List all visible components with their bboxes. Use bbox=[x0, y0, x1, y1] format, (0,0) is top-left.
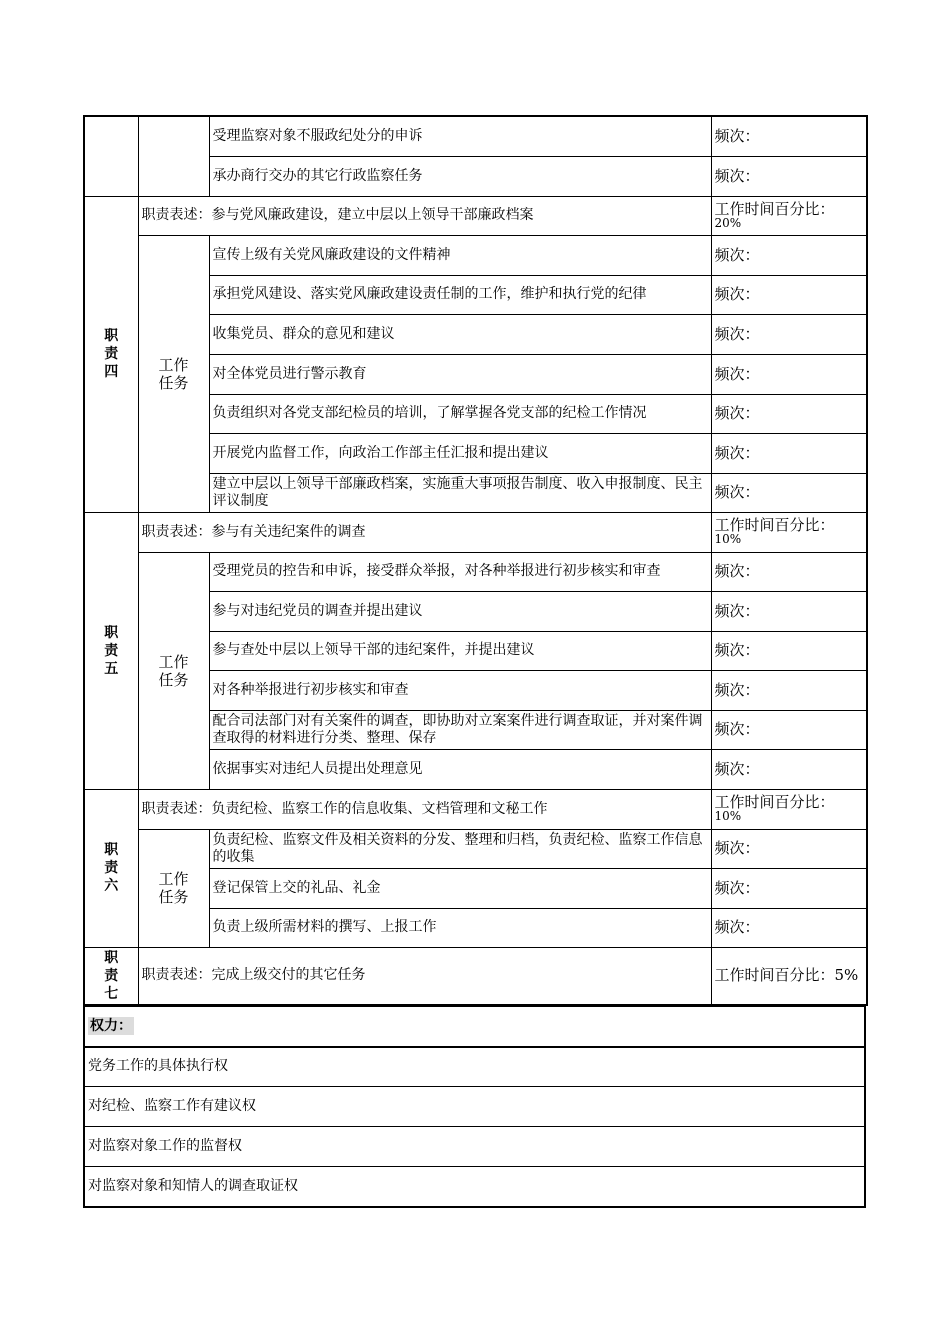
duty-statement: 职责表述：参与有关违纪案件的调查 bbox=[138, 512, 711, 552]
task-text: 对全体党员进行警示教育 bbox=[209, 354, 711, 394]
duty-statement: 职责表述：负责纪检、监察工作的信息收集、文档管理和文秘工作 bbox=[138, 789, 711, 829]
task-frequency: 频次： bbox=[711, 631, 867, 670]
task-frequency: 频次： bbox=[711, 591, 867, 631]
powers-heading: 权力： bbox=[84, 1007, 865, 1047]
task-frequency: 频次： bbox=[711, 473, 867, 512]
task-text: 建立中层以上领导干部廉政档案，实施重大事项报告制度、收入申报制度、民主评议制度 bbox=[209, 473, 711, 512]
powers-table bbox=[83, 1006, 866, 1208]
task-frequency: 频次： bbox=[711, 275, 867, 314]
task-frequency: 频次： bbox=[711, 670, 867, 710]
duty-label: 职 责 七 bbox=[84, 947, 138, 1005]
task-group-cell bbox=[138, 116, 209, 196]
task-frequency: 频次： bbox=[711, 433, 867, 473]
task-text: 依据事实对违纪人员提出处理意见 bbox=[209, 749, 711, 789]
power-row bbox=[84, 1087, 865, 1127]
duty-statement: 职责表述：参与党风廉政建设，建立中层以上领导干部廉政档案 bbox=[138, 196, 711, 235]
task-text: 参与查处中层以上领导干部的违纪案件，并提出建议 bbox=[209, 631, 711, 670]
task-text: 负责组织对各党支部纪检员的培训，了解掌握各党支部的纪检工作情况 bbox=[209, 394, 711, 433]
task-row bbox=[84, 829, 867, 868]
task-group-label: 工作 任务 bbox=[138, 235, 209, 512]
work-time-percentage: 工作时间百分比： 10% bbox=[711, 512, 867, 552]
duty-statement: 职责表述：完成上级交付的其它任务 bbox=[138, 947, 711, 1005]
duties-table bbox=[83, 115, 868, 1006]
powers-heading-row bbox=[84, 1007, 865, 1047]
task-row bbox=[84, 116, 867, 156]
task-text: 对各种举报进行初步核实和审查 bbox=[209, 670, 711, 710]
work-time-percentage: 工作时间百分比： 20% bbox=[711, 196, 867, 235]
power-row bbox=[84, 1047, 865, 1087]
task-frequency: 频次： bbox=[711, 710, 867, 749]
task-group-label: 工作 任务 bbox=[138, 552, 209, 789]
power-item: 对监察对象和知情人的调查取证权 bbox=[84, 1167, 865, 1207]
task-row bbox=[84, 235, 867, 275]
work-time-percentage: 工作时间百分比： 10% bbox=[711, 789, 867, 829]
task-frequency: 频次： bbox=[711, 314, 867, 354]
task-text: 登记保管上交的礼品、礼金 bbox=[209, 868, 711, 908]
task-text: 参与对违纪党员的调查并提出建议 bbox=[209, 591, 711, 631]
task-frequency: 频次： bbox=[711, 235, 867, 275]
task-text: 受理监察对象不服政纪处分的申诉 bbox=[209, 116, 711, 156]
duty-label: 职 责 六 bbox=[84, 789, 138, 947]
duty-statement-row bbox=[84, 512, 867, 552]
task-frequency: 频次： bbox=[711, 394, 867, 433]
task-text: 负责上级所需材料的撰写、上报工作 bbox=[209, 908, 711, 947]
task-group-label: 工作 任务 bbox=[138, 829, 209, 947]
task-text: 开展党内监督工作，向政治工作部主任汇报和提出建议 bbox=[209, 433, 711, 473]
duty-statement-row bbox=[84, 947, 867, 1005]
task-text: 配合司法部门对有关案件的调查，即协助对立案案件进行调查取证，并对案件调查取得的材料进行分类、整理、保存 bbox=[209, 710, 711, 749]
job-description-document bbox=[83, 115, 866, 1208]
task-text: 承办商行交办的其它行政监察任务 bbox=[209, 156, 711, 196]
task-frequency: 频次： bbox=[711, 552, 867, 591]
duty-statement-row bbox=[84, 789, 867, 829]
duty-label: 职 责 五 bbox=[84, 512, 138, 789]
task-text: 负责纪检、监察文件及相关资料的分发、整理和归档，负责纪检、监察工作信息的收集 bbox=[209, 829, 711, 868]
task-frequency: 频次： bbox=[711, 354, 867, 394]
power-row bbox=[84, 1167, 865, 1207]
task-frequency: 频次： bbox=[711, 156, 867, 196]
power-item: 对纪检、监察工作有建议权 bbox=[84, 1087, 865, 1127]
task-frequency: 频次： bbox=[711, 749, 867, 789]
task-row bbox=[84, 552, 867, 591]
task-text: 收集党员、群众的意见和建议 bbox=[209, 314, 711, 354]
power-item: 对监察对象工作的监督权 bbox=[84, 1127, 865, 1167]
task-text: 承担党风建设、落实党风廉政建设责任制的工作，维护和执行党的纪律 bbox=[209, 275, 711, 314]
work-time-percentage: 工作时间百分比：5% bbox=[711, 947, 867, 1005]
power-item: 党务工作的具体执行权 bbox=[84, 1047, 865, 1087]
task-frequency: 频次： bbox=[711, 829, 867, 868]
task-text: 受理党员的控告和申诉，接受群众举报，对各种举报进行初步核实和审查 bbox=[209, 552, 711, 591]
task-frequency: 频次： bbox=[711, 116, 867, 156]
power-row bbox=[84, 1127, 865, 1167]
task-text: 宣传上级有关党风廉政建设的文件精神 bbox=[209, 235, 711, 275]
duty-statement-row bbox=[84, 196, 867, 235]
duty-label-cell bbox=[84, 116, 138, 196]
task-frequency: 频次： bbox=[711, 868, 867, 908]
task-frequency: 频次： bbox=[711, 908, 867, 947]
duty-label: 职 责 四 bbox=[84, 196, 138, 512]
